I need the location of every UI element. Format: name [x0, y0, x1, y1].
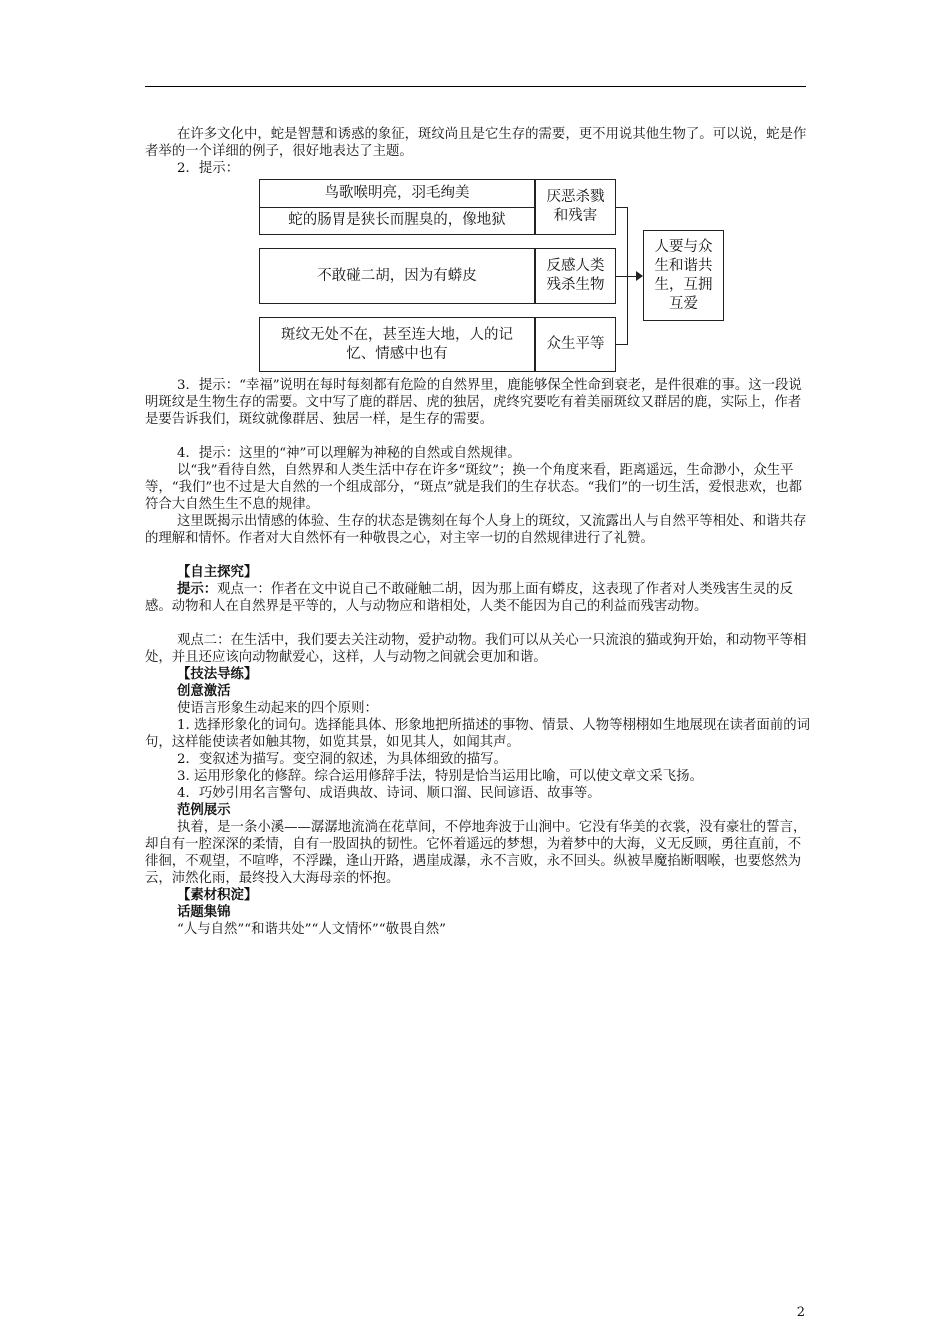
- section-explore: 【自主探究】: [177, 564, 258, 580]
- explore-point-1: 提示：观点一：作者在文中说自己不敢碰触二胡，因为那上面有蟒皮，这表现了作者对人类残害生灵的反感。动物和人在自然界是平等的，人与动物应和谐相处，人类不能因为自己的利益而残害动物。: [145, 581, 793, 614]
- skill-title: 创意激活: [177, 683, 231, 699]
- diagram-cell-r3c: 众生平等: [535, 317, 616, 372]
- intro-paragraph: 在许多文化中，蛇是智慧和诱惑的象征，斑纹尚且是它生存的需要，更不用说其他生物了。可以说，蛇是作者举的一个详细的例子，很好地表达了主题。: [145, 127, 807, 159]
- diagram-cell-r3a: 斑纹无处不在，甚至连大地，人的记忆、情感中也有: [259, 317, 535, 372]
- item-3: 3．提示：“幸福”说明在每时每刻都有危险的自然界里，鹿能够保全性命到衰老，是件很难的事。这一段说明斑纹是生物生存的需要。文中写了鹿的群居、虎的独居，虎终究要吃有着美丽斑纹又群居的鹿，实际上，作者是要告诉我们，斑纹就像群居、独居一样，是生存的需要。: [145, 378, 802, 427]
- page-number: 2: [796, 1305, 805, 1320]
- example-title: 范例展示: [177, 802, 231, 818]
- diagram-cell-r1c: 厌恶杀戮和残害: [535, 179, 616, 235]
- skill-item-4: 4．巧妙引用名言警句、成语典故、诗词、顺口溜、民间谚语、故事等。: [177, 786, 601, 801]
- explore-point-2: 观点二：在生活中，我们要去关注动物，爱护动物。我们可以从关心一只流浪的猫或狗开始，和动物平等相处，并且还应该向动物献爱心，这样，人与动物之间就会更加和谐。: [145, 633, 807, 665]
- diagram-result: 人要与众生和谐共生，互拥互爱: [643, 230, 724, 321]
- paragraph-b: 这里既揭示出情感的体验、生存的状态是镌刻在每个人身上的斑纹，又流露出人与自然平等相处、和谐共存的理解和情怀。作者对大自然怀有一种敬畏之心，对主宰一切的自然规律进行了礼赞。: [145, 514, 807, 546]
- section-material: 【素材积淀】: [177, 887, 258, 903]
- item-4: 4．提示：这里的“神”可以理解为神秘的自然或自然规律。: [177, 446, 521, 461]
- diagram-cell-r1b: 蛇的肠胃是狭长而腥臭的，像地狱: [288, 212, 506, 229]
- diagram-group-1: [259, 179, 535, 235]
- diagram-cell-r1a: 鸟歌喉明亮，羽毛绚美: [260, 180, 534, 208]
- topic-list: “人与自然”“和谐共处”“人文情怀”“敬畏自然”: [177, 922, 447, 937]
- arrow-line: [616, 276, 638, 277]
- skill-item-3: 3. 运用形象化的修辞。综合运用修辞手法，特别是恰当运用比喻，可以使文章文采飞扬。: [177, 769, 703, 784]
- arrow-head-icon: [636, 271, 643, 281]
- example-text: 执着，是一条小溪——潺潺地流淌在花草间，不停地奔波于山涧中。它没有华美的衣裳，没有豪壮的誓言，却自有一腔深深的柔情，自有一股固执的韧性。它怀着遥远的梦想，为着梦中的大海，义无反顾，勇往直前，不徘徊，不观望，不喧哗，不浮躁，逢山开路，遇崖成瀑，永不言败，永不回头。纵被旱魔掐断咽喉，也要悠然为云，沛然化雨，最终投入大海母亲的怀抱。: [145, 820, 807, 886]
- explore-label: 提示：: [177, 581, 218, 597]
- diagram-cell-r2a: 不敢碰二胡，因为有蟒皮: [259, 248, 535, 304]
- section-skill: 【技法导练】: [177, 666, 258, 682]
- paragraph-a: 以“我”看待自然，自然界和人类生活中存在许多“斑纹”；换一个角度来看，距离遥远，生命渺小，众生平等，“我们”也不过是大自然的一个组成部分，“斑点”就是我们的生存状态。“我们”的一切生活，爱恨悲欢，也都符合大自然生生不息的规律。: [145, 463, 803, 512]
- skill-item-2: 2．变叙述为描写。变空洞的叙述，为具体细致的描写。: [177, 752, 507, 767]
- topic-title: 话题集锦: [177, 904, 231, 920]
- skill-item-1: 1. 选择形象化的词句。选择能具体、形象地把所描述的事物、情景、人物等栩栩如生地展现在读者面前的词句，这样能使读者如触其物，如览其景，如见其人，如闻其声。: [145, 718, 810, 750]
- diagram-cell-r2c: 反感人类残杀生物: [535, 248, 616, 304]
- skill-intro: 使语言形象生动起来的四个原则：: [177, 701, 378, 716]
- header-rule: [145, 86, 806, 87]
- item-2-label: 2．提示：: [177, 161, 240, 176]
